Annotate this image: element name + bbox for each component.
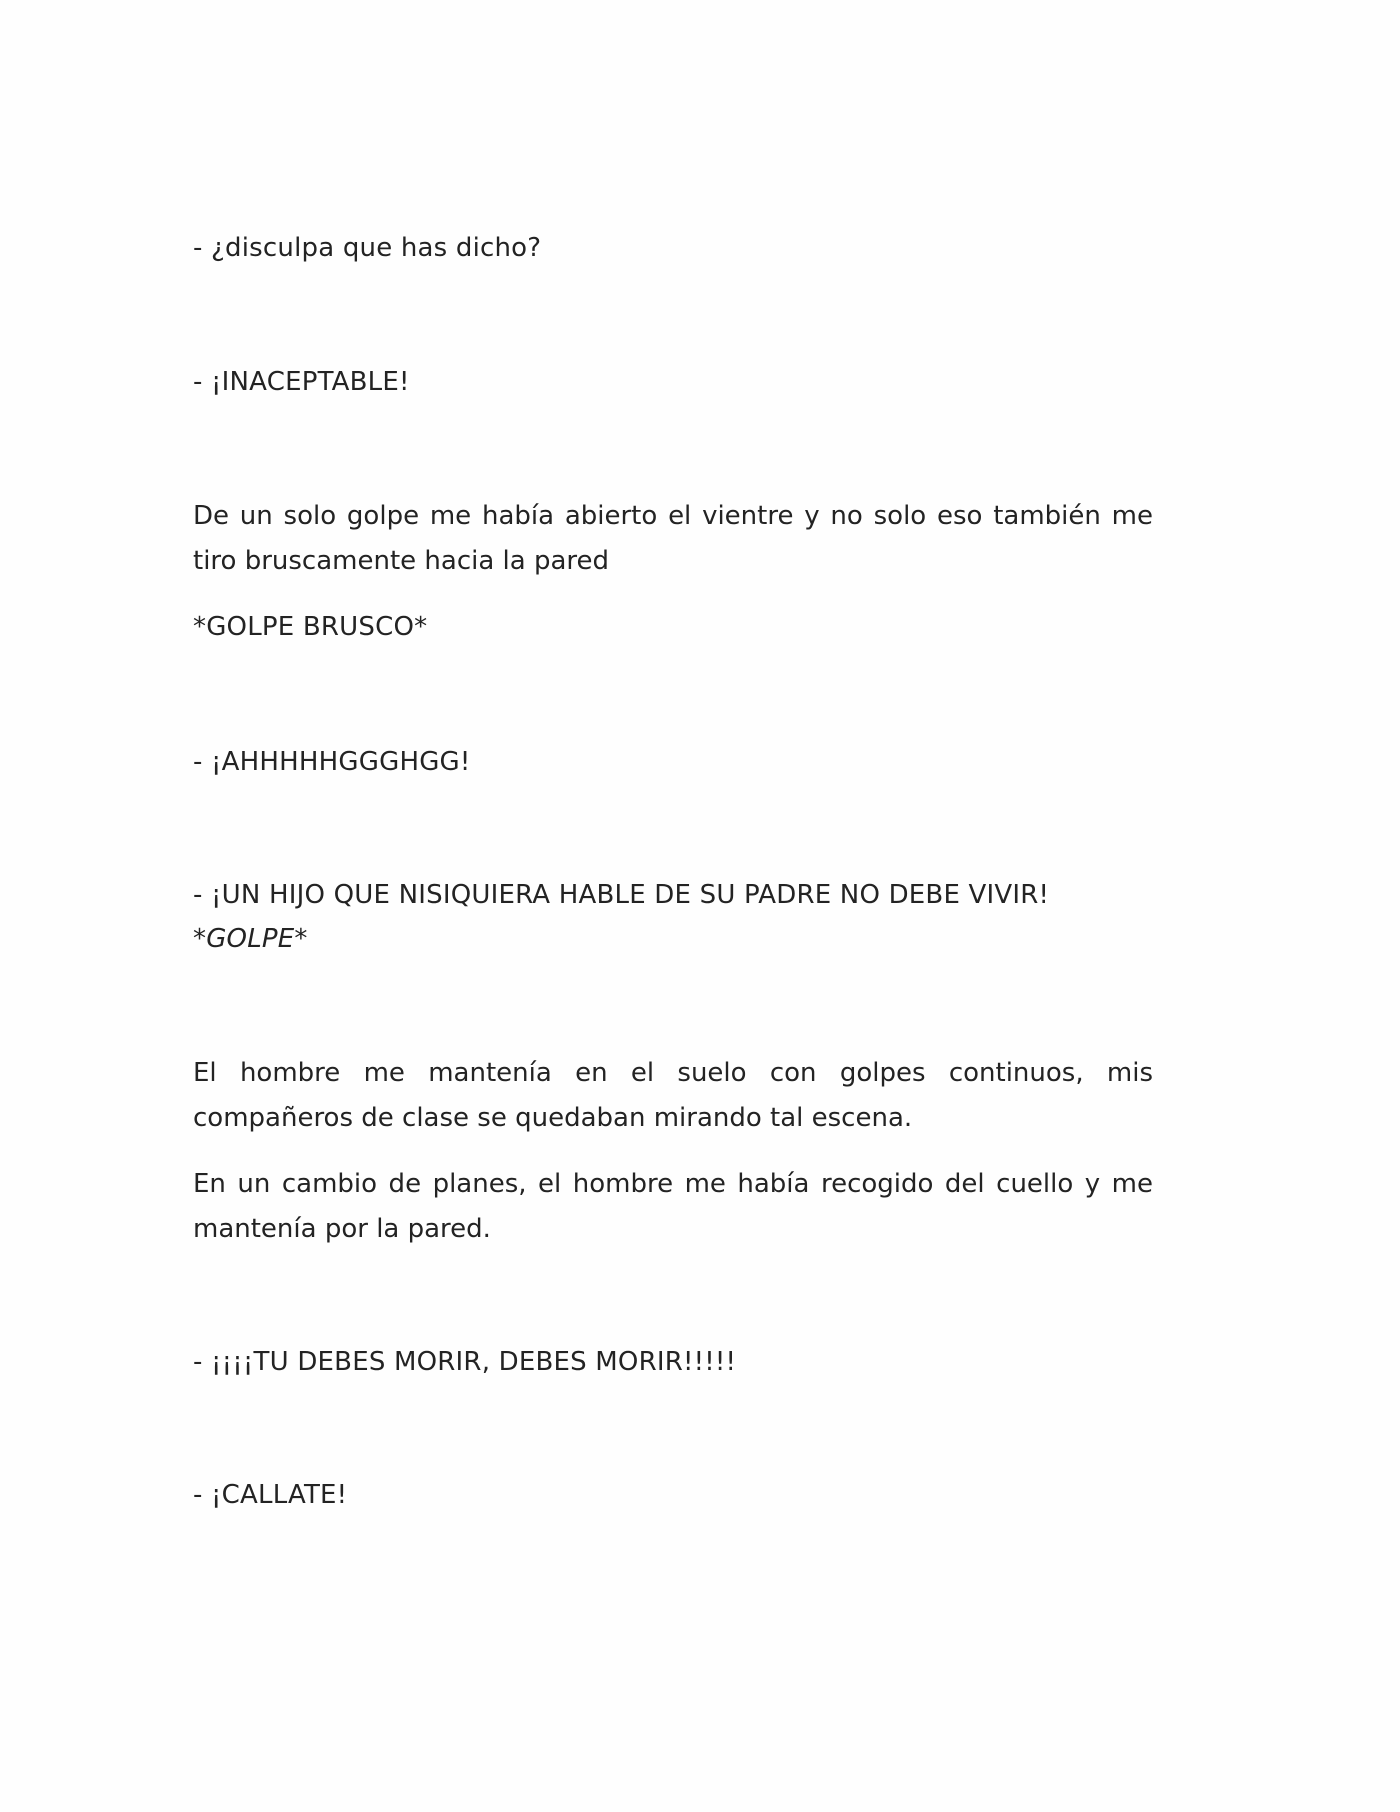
- sound-effect-line: *GOLPE BRUSCO*: [193, 612, 428, 642]
- dialogue-line: - ¿disculpa que has dicho?: [193, 233, 542, 263]
- sound-effect-line: *GOLPE*: [193, 924, 308, 954]
- dialogue-line: - ¡INACEPTABLE!: [193, 367, 410, 397]
- dialogue-line: - ¡AHHHHHGGGHGG!: [193, 747, 471, 777]
- dialogue-line: - ¡UN HIJO QUE NISIQUIERA HABLE DE SU PADRE NO DEBE VIVIR!: [193, 880, 1050, 910]
- narration-paragraph: De un solo golpe me había abierto el vientre y no solo eso también me tiro bruscamente hacia la pared: [193, 501, 1153, 576]
- narration-paragraph: En un cambio de planes, el hombre me había recogido del cuello y me mantenía por la pared.: [193, 1169, 1153, 1244]
- narration-paragraph: El hombre me mantenía en el suelo con golpes continuos, mis compañeros de clase se quedaban mirando tal escena.: [193, 1058, 1153, 1133]
- dialogue-line: - ¡¡¡¡TU DEBES MORIR, DEBES MORIR!!!!!: [193, 1347, 737, 1377]
- dialogue-line: - ¡CALLATE!: [193, 1480, 348, 1510]
